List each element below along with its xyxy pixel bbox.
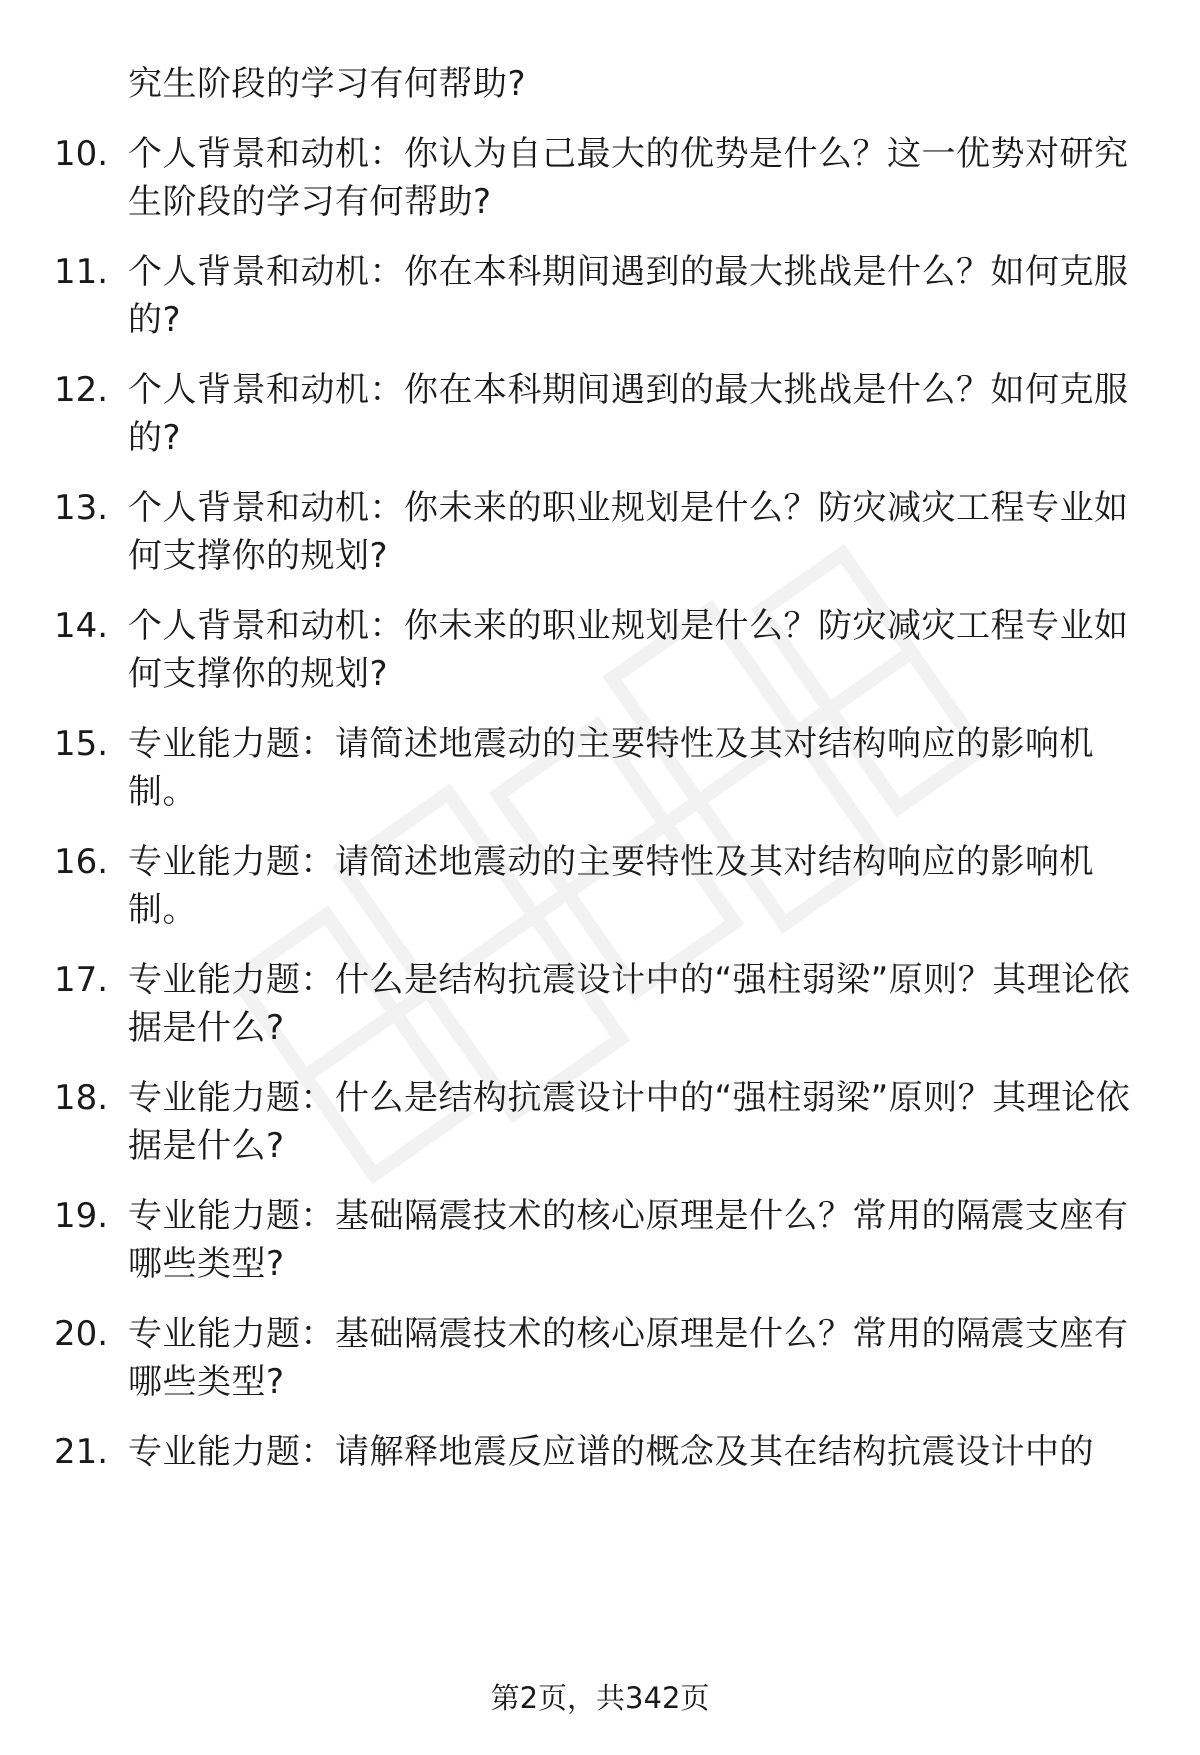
- question-text: 专业能力题：基础隔震技术的核心原理是什么？常用的隔震支座有哪些类型?: [128, 1314, 1129, 1402]
- question-text: 专业能力题：请简述地震动的主要特性及其对结构响应的影响机制。: [128, 842, 1094, 930]
- question-item: [0, 248, 1200, 358]
- question-text: 专业能力题：请简述地震动的主要特性及其对结构响应的影响机制。: [128, 724, 1094, 812]
- question-number: 19.: [54, 1196, 109, 1236]
- question-text: 专业能力题：什么是结构抗震设计中的“强柱弱梁”原则？其理论依据是什么?: [128, 960, 1131, 1048]
- question-item: [0, 366, 1200, 476]
- question-number: 21.: [54, 1432, 109, 1472]
- question-item: [0, 602, 1200, 712]
- question-number: 11.: [54, 252, 109, 292]
- question-text: 专业能力题：什么是结构抗震设计中的“强柱弱梁”原则？其理论依据是什么?: [128, 1078, 1131, 1166]
- question-text: 个人背景和动机：你未来的职业规划是什么？防灾减灾工程专业如何支撑你的规划?: [128, 606, 1129, 694]
- question-item: [0, 484, 1200, 594]
- question-text: 个人背景和动机：你在本科期间遇到的最大挑战是什么？如何克服的?: [128, 252, 1129, 340]
- question-text: 个人背景和动机：你未来的职业规划是什么？防灾减灾工程专业如何支撑你的规划?: [128, 488, 1129, 576]
- question-text: 个人背景和动机：你在本科期间遇到的最大挑战是什么？如何克服的?: [128, 370, 1129, 458]
- question-item: [0, 1428, 1200, 1538]
- question-number: 16.: [54, 842, 109, 882]
- question-number: 12.: [54, 370, 109, 410]
- question-text: 专业能力题：基础隔震技术的核心原理是什么？常用的隔震支座有哪些类型?: [128, 1196, 1129, 1284]
- question-number: 13.: [54, 488, 109, 528]
- question-item: [0, 838, 1200, 948]
- question-item: [0, 1074, 1200, 1184]
- question-item: [0, 956, 1200, 1066]
- page-footer: 第2页，共342页: [490, 1681, 710, 1715]
- question-number: 17.: [54, 960, 109, 1000]
- question-number: 10.: [54, 134, 109, 174]
- question-item: [0, 1310, 1200, 1420]
- question-text: 专业能力题：请解释地震反应谱的概念及其在结构抗震设计中的: [128, 1432, 1094, 1472]
- question-number: 15.: [54, 724, 109, 764]
- question-number: 20.: [54, 1314, 109, 1354]
- question-number: 18.: [54, 1078, 109, 1118]
- question-item: [0, 1192, 1200, 1302]
- continuation-text: 究生阶段的学习有何帮助?: [128, 64, 527, 104]
- question-number: 14.: [54, 606, 109, 646]
- question-item: [0, 720, 1200, 830]
- question-item: [0, 130, 1200, 240]
- question-text: 个人背景和动机：你认为自己最大的优势是什么？这一优势对研究生阶段的学习有何帮助?: [128, 134, 1129, 222]
